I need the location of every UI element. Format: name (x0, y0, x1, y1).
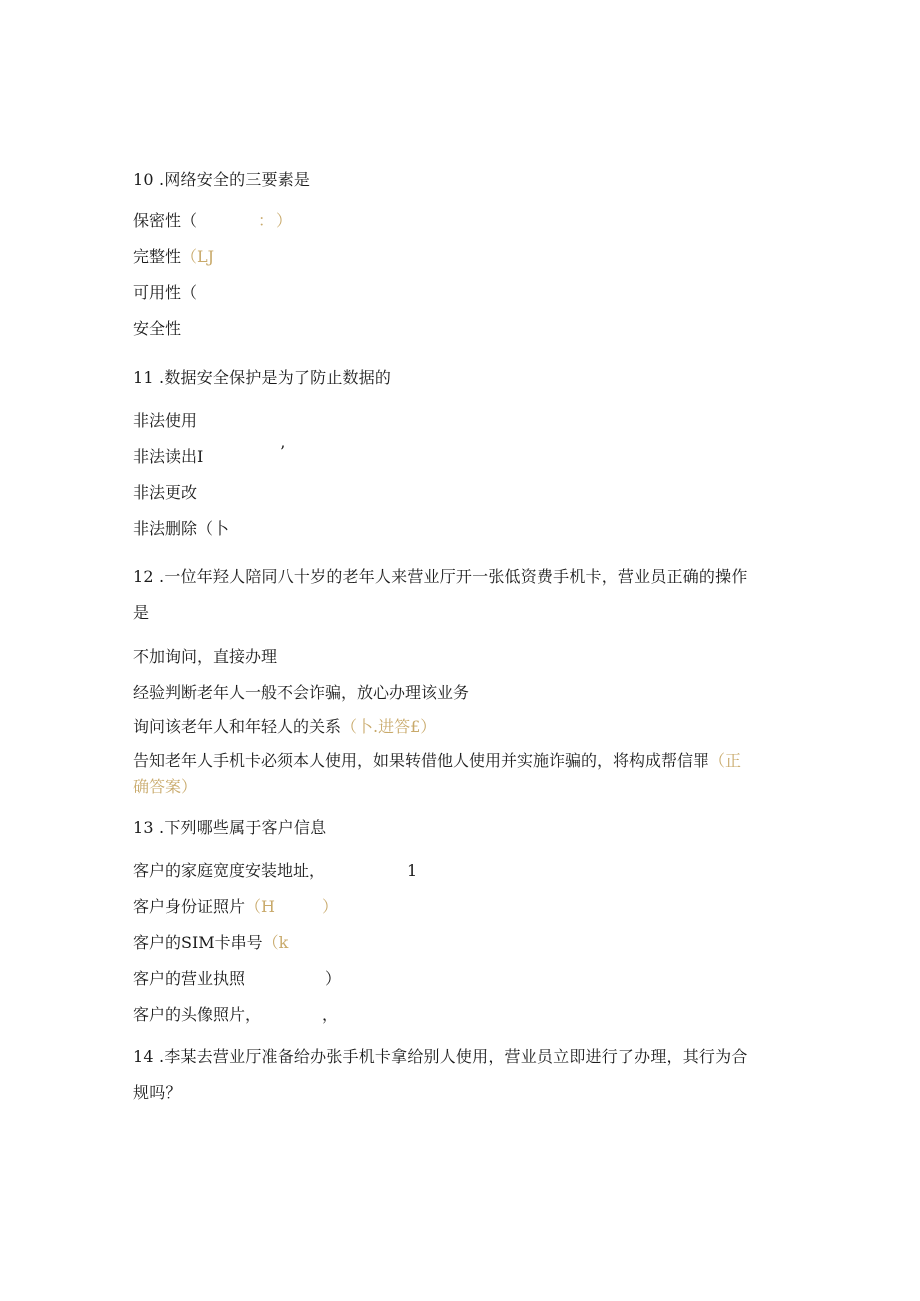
answer-mark: （正 (709, 751, 742, 770)
q13-option-b-close: ） (322, 897, 339, 916)
q12-option-d-wrap: 确答案） (133, 777, 198, 796)
q11-option-c: 非法更改 (133, 483, 198, 502)
q10-option-a-close: ） (276, 211, 293, 230)
q13-option-a: 客户的家庭宽度安装地址， (133, 861, 326, 880)
q11-option-d: 非法删除（卜 (133, 519, 230, 538)
question-12-title-line1: 12 .一位年羟人陪同八十岁的老年人来营业厅开一张低资费手机卡，营业员正确的操作 (133, 567, 748, 586)
q10-option-a-mark: ： (258, 211, 275, 230)
answer-mark: （卜.进答£） (341, 717, 437, 736)
answer-mark: （H (245, 897, 275, 916)
option-label: 客户的SIM卡串号 (133, 933, 263, 952)
q11-option-b: 非法读出I (133, 447, 204, 466)
q10-option-c (133, 283, 197, 303)
option-label: 询问该老年人和年轻人的关系 (133, 717, 342, 736)
question-14-title-line2: 规吗？ (133, 1083, 182, 1102)
question-13-title: 13 .下列哪些属于客户信息 (133, 818, 327, 837)
q12-option-d (133, 751, 741, 771)
q13-option-a-mark: 1 (407, 861, 418, 880)
q13-option-e-mark: ， (322, 1005, 339, 1024)
option-label: 安全性 (133, 319, 182, 338)
q12-option-b: 经验判断老年人一般不会诈骗，放心办理该业务 (133, 683, 470, 702)
q13-option-c (133, 933, 288, 953)
option-label: 客户身份证照片 (133, 897, 246, 916)
question-10-title: 10 .网络安全的三要素是 (133, 170, 311, 189)
q12-option-a: 不加询问，直接办理 (133, 647, 278, 666)
q12-option-c (133, 717, 436, 737)
q13-option-d: 客户的营业执照 (133, 969, 246, 988)
q13-option-d-close: ） (325, 969, 342, 988)
q10-option-b (133, 247, 214, 267)
question-11-title: 11 .数据安全保护是为了防止数据的 (133, 368, 392, 387)
option-label: 可用性（ (133, 283, 198, 302)
answer-mark: （k (262, 933, 289, 952)
option-label: 告知老年人手机卡必须本人使用，如果转借他人使用并实施诈骗的，将构成帮信罪 (133, 751, 710, 770)
option-label: 保密性（ (133, 211, 198, 230)
q13-option-b (133, 897, 275, 917)
option-label: 完整性 (133, 247, 182, 266)
q11-option-b-mark: ’ (280, 442, 286, 461)
q11-option-a: 非法使用 (133, 411, 198, 430)
q13-option-e: 客户的头像照片， (133, 1005, 262, 1024)
question-12-title-line2: 是 (133, 603, 150, 622)
q10-option-a (133, 211, 197, 231)
question-14-title-line1: 14 .李某去营业厅准备给办张手机卡拿给别人使用，营业员立即进行了办理，其行为合 (133, 1047, 748, 1066)
q10-option-d (133, 319, 181, 339)
answer-mark: （LJ (181, 247, 215, 266)
